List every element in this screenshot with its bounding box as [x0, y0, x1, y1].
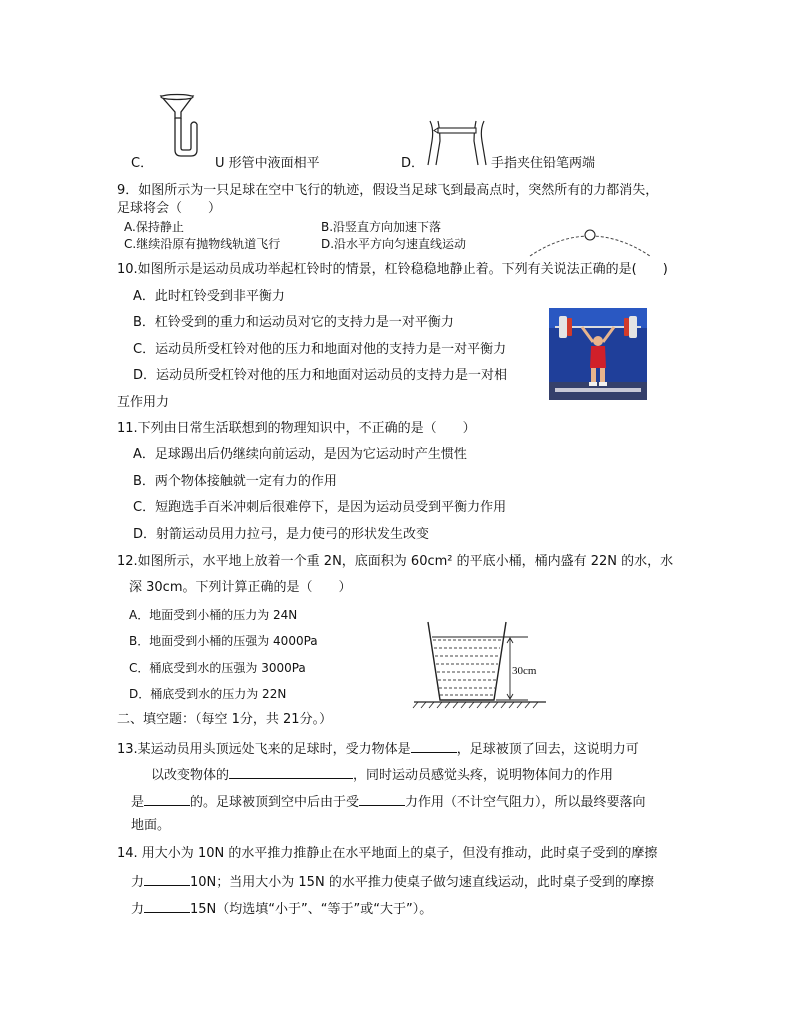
q9-stem-line1: 9．如图所示为一只足球在空中飞行的轨迹，假设当足球飞到最高点时，突然所有的力都消失， [117, 183, 659, 198]
q14-text-2: 力 [131, 875, 145, 890]
q11-stem: 11.下列由日常生活联想到的物理知识中，不正确的是（ ） [117, 421, 476, 436]
q13-blank-3[interactable] [144, 792, 190, 806]
q13-text-2: ，足球被顶了回去，这说明力可 [456, 742, 639, 757]
q9-option-a: A.保持静止 [124, 220, 184, 234]
q10-option-d-line2: 互作用力 [117, 395, 170, 410]
depth-label: 30cm [512, 665, 537, 677]
q9-stem-line2: 足球将会（ ） [117, 201, 222, 216]
q8-option-c-letter: C． [131, 156, 154, 171]
q13-line2 [151, 765, 613, 784]
q14-line3 [131, 899, 432, 918]
q12-option-b: B．地面受到小桶的压强为 4000Pa [129, 634, 318, 648]
q14-line1: 14. 用大小为 10N 的水平推力推静止在水平地面上的桌子，但没有推动，此时桌子受到的摩擦 [117, 846, 658, 861]
q11-option-c: C．短跑选手百米冲刺后很难停下，是因为运动员受到平衡力作用 [133, 500, 507, 515]
q13-text-1: 13.某运动员用头顶远处飞来的足球时，受力物体是 [117, 742, 411, 757]
q14-blank-2[interactable] [144, 899, 190, 913]
q13-text-5: 是 [131, 795, 145, 810]
q9-option-d: D.沿水平方向匀速直线运动 [321, 237, 467, 251]
q9-option-b: B.沿竖直方向加速下落 [321, 220, 442, 234]
q12-option-a: A．地面受到小桶的压力为 24N [129, 608, 298, 622]
section-2-heading: 二、填空题：（每空 1分，共 21分。） [117, 712, 333, 727]
q10-option-a: A．此时杠铃受到非平衡力 [133, 289, 285, 304]
q13-line1 [117, 739, 639, 758]
q11-option-b: B．两个物体接触就一定有力的作用 [133, 474, 337, 489]
q13-line4: 地面。 [131, 818, 171, 833]
q12-option-c: C．桶底受到水的压强为 3000Pa [129, 661, 306, 675]
fingers-pencil-figure [424, 119, 490, 165]
q8-option-d-letter: D． [401, 156, 425, 171]
q13-blank-2[interactable] [229, 765, 353, 779]
q11-option-a: A．足球踢出后仍继续向前运动，是因为它运动时产生惯性 [133, 447, 467, 462]
q14-text-3: 10N；当用大小为 15N 的水平推力使桌子做匀速直线运动，此时桌子受到的摩擦 [190, 875, 654, 890]
q12-option-d: D．桶底受到水的压力为 22N [129, 687, 287, 701]
q12-stem-line2: 深 30cm。下列计算正确的是（ ） [129, 580, 352, 595]
q13-blank-4[interactable] [359, 792, 405, 806]
q9-option-c: C.继续沿原有抛物线轨道飞行 [124, 237, 281, 251]
q10-stem: 10.如图所示是运动员成功举起杠铃时的情景，杠铃稳稳地静止着。下列有关说法正确的是( ) [117, 262, 668, 277]
q13-text-4: ，同时运动员感觉头疼，说明物体间力的作用 [353, 768, 614, 783]
q10-option-c: C．运动员所受杠铃对他的压力和地面对他的支持力是一对平衡力 [133, 342, 507, 357]
q14-text-4: 力 [131, 902, 145, 917]
q10-option-b: B．杠铃受到的重力和运动员对它的支持力是一对平衡力 [133, 315, 454, 330]
q14-text-5: 15N（均选填“小于”、“等于”或“大于”）。 [190, 902, 433, 917]
q12-stem-line1: 12.如图所示，水平地上放着一个重 2N，底面积为 60cm² 的平底小桶，桶内盛有 22N 的水，水 [117, 554, 674, 569]
q13-text-7: 力作用（不计空气阻力），所以最终要落向 [405, 795, 646, 810]
q11-option-d: D．射箭运动员用力拉弓，是力使弓的形状发生改变 [133, 527, 430, 542]
q10-option-d-line1: D．运动员所受杠铃对他的压力和地面对运动员的支持力是一对相 [133, 368, 508, 383]
q14-line2 [131, 872, 654, 891]
bucket-water-figure [410, 618, 550, 714]
q14-blank-1[interactable] [144, 872, 190, 886]
q13-text-3: 以改变物体的 [151, 768, 230, 783]
q13-line3 [131, 792, 646, 811]
q13-text-6: 的。足球被顶到空中后由于受 [190, 795, 360, 810]
u-tube-funnel-figure [155, 94, 215, 158]
football-trajectory-figure [528, 224, 652, 258]
q8-option-c-text: U 形管中液面相平 [215, 156, 320, 171]
q13-blank-1[interactable] [411, 739, 457, 753]
weightlifter-photo [549, 308, 647, 400]
q8-option-d-text: 手指夹住铅笔两端 [491, 156, 596, 171]
